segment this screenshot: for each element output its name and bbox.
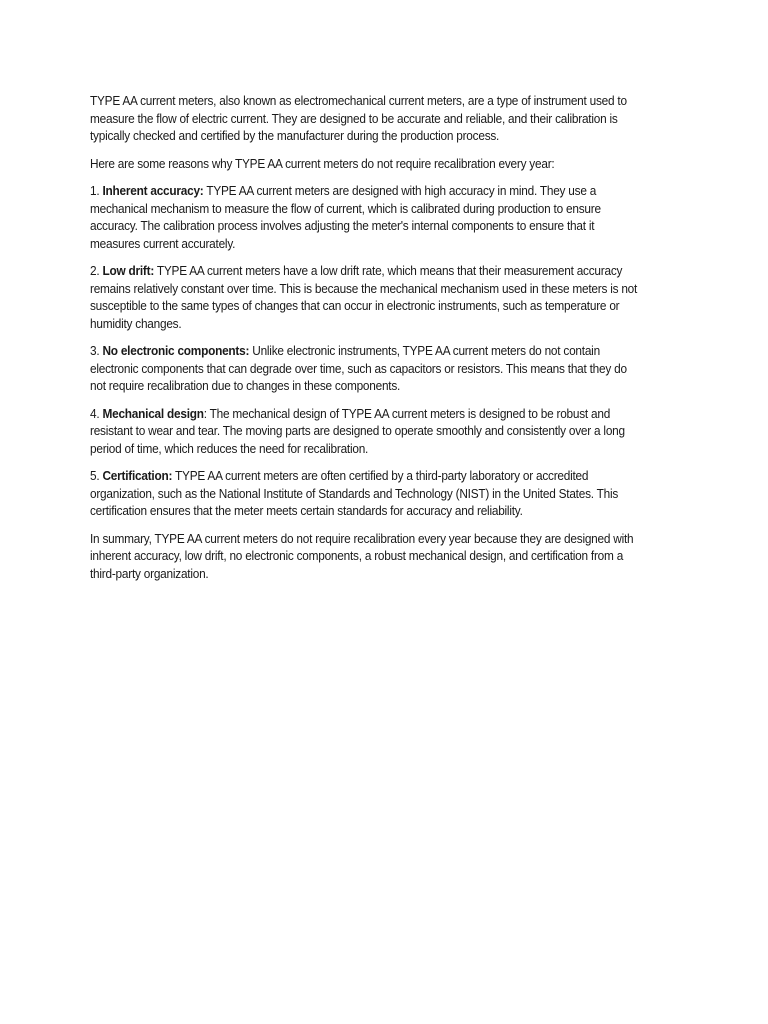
reason-number: 4. [90, 406, 100, 421]
lead-in-paragraph: Here are some reasons why TYPE AA current meters do not require recalibration every year: [90, 156, 555, 171]
reason-number: 5. [90, 469, 100, 483]
reason-number: 2. [90, 264, 100, 278]
reason-1 [90, 183, 643, 253]
document-body [90, 93, 643, 593]
reason-text: TYPE AA current meters are often certified by a third-party laboratory or accredited organization, such as the National Institute of Standards and Technology (NIST) in the United States. This certification ensures that the meter meets certain standards for accuracy and reliability. [90, 469, 619, 518]
reason-text: : The mechanical design of TYPE AA current meters is designed to be robust and resistant to wear and tear. The moving parts are designed to operate smoothly and consistently over a long period of time, which reduces the need for recalibration. [90, 406, 625, 456]
reason-3 [90, 343, 643, 396]
reason-title: Low drift: [102, 264, 155, 278]
reason-4 [90, 406, 643, 459]
reason-number: 1. [90, 184, 100, 198]
reason-5 [90, 468, 643, 521]
reason-2 [90, 263, 643, 333]
reason-text: TYPE AA current meters have a low drift rate, which means that their measurement accuracy remains relatively constant over time. This is because the mechanical mechanism used in these meters is not susceptible to the same types of changes that can occur in electronic instruments, such as temperature or humidity changes. [90, 264, 638, 331]
summary-paragraph: In summary, TYPE AA current meters do not require recalibration every year because they are designed with inherent accuracy, low drift, no electronic components, a robust mechanical design, and certification from a third-party organization. [90, 531, 634, 581]
reason-title: Mechanical design [102, 406, 204, 421]
reason-title: Certification: [102, 469, 173, 483]
intro-paragraph: TYPE AA current meters, also known as electromechanical current meters, are a type of instrument used to measure the flow of electric current. They are designed to be accurate and reliable, and their calibration is typically checked and certified by the manufacturer during the production process. [90, 94, 627, 143]
reason-title: Inherent accuracy: [102, 184, 204, 198]
reason-number: 3. [90, 344, 100, 358]
reason-title: No electronic components: [102, 344, 250, 358]
reason-text: Unlike electronic instruments, TYPE AA current meters do not contain electronic components that can degrade over time, such as capacitors or resistors. This means that they do not require recalibration due to changes in these components. [90, 344, 627, 393]
reason-text: TYPE AA current meters are designed with high accuracy in mind. They use a mechanical mechanism to measure the flow of current, which is calibrated during production to ensure accuracy. The calibration process involves adjusting the meter's internal components to ensure that it measures current accurately. [90, 184, 601, 251]
